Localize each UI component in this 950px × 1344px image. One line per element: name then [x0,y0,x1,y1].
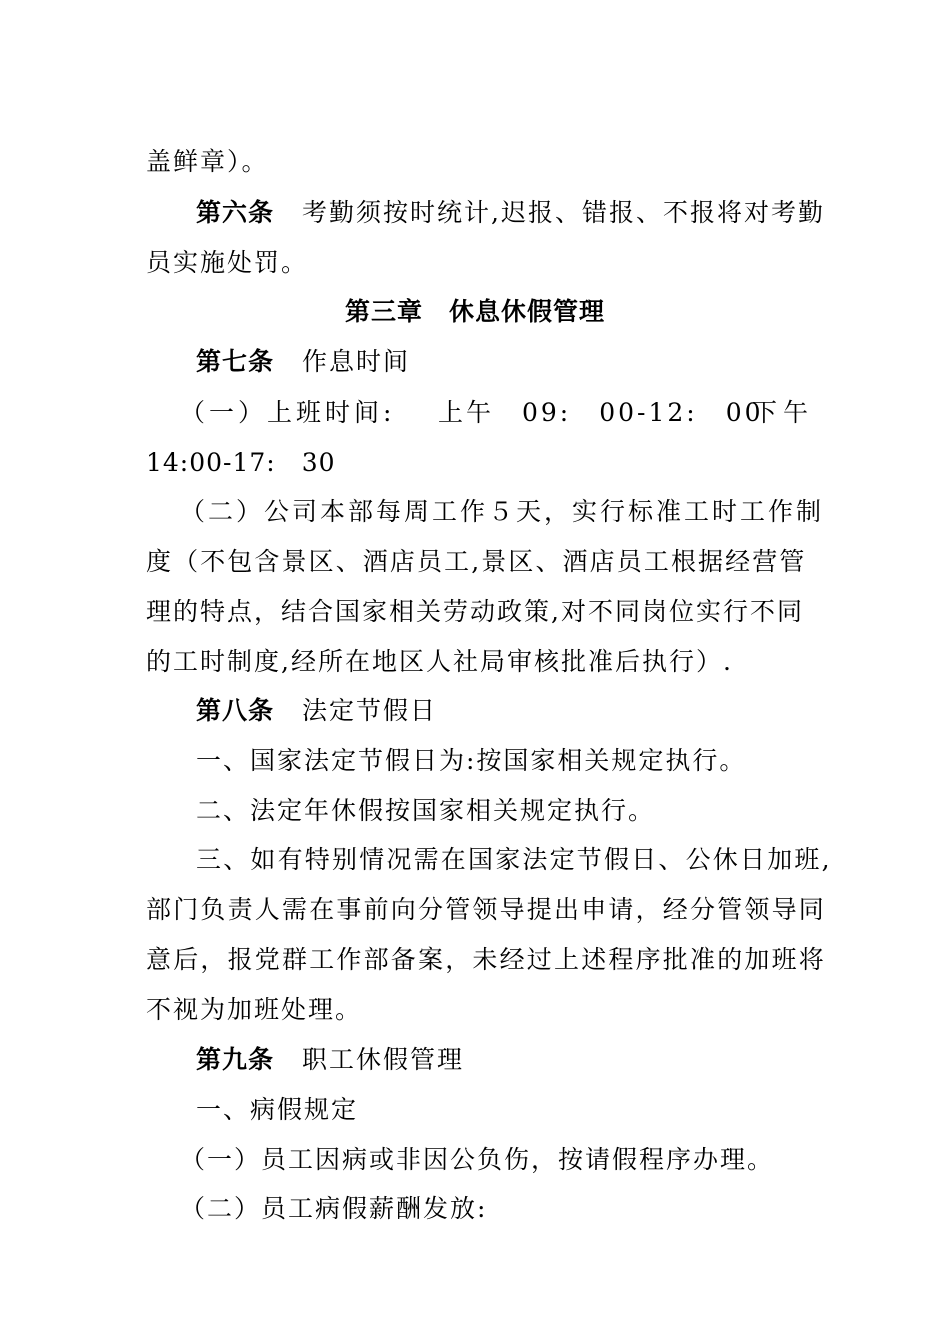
text-line: （二）公司本部每周工作５天，实行标准工时工作制 [180,497,825,526]
text-line: 盖鲜章）。 [146,147,269,176]
afternoon-label: 下午 [752,398,815,427]
article-label: 第七条 [196,347,275,376]
text-line [180,397,395,429]
text-line [438,397,764,429]
text-line: 一、国家法定节假日为:按国家相关规定执行。 [196,746,747,775]
text-line: 的工时制度,经所在地区人社局审核批准后执行）. [146,647,733,676]
text-line: （二）员工病假薪酬发放: [180,1194,488,1223]
article-text: 职工休假管理 [302,1045,465,1074]
article-8 [196,695,437,727]
text-line: 三、如有特别情况需在国家法定节假日、公休日加班, [196,845,832,874]
text-line: 二、法定年休假按国家相关规定执行。 [196,796,656,825]
article-text: 作息时间 [302,347,411,376]
article-label: 第九条 [196,1045,275,1074]
article-7 [196,346,410,378]
text-line: 员实施处罚。 [146,248,309,277]
text-line: 部门负责人需在事前向分管领导提出申请，经分管领导同 [146,895,827,924]
work-hours-label: （一）上班时间: [180,398,396,427]
afternoon-hours: 14:00-17: 30 [146,448,336,477]
article-text: 法定节假日 [302,696,438,725]
text-line: 度（不包含景区、酒店员工,景区、酒店员工根据经营管 [146,547,807,576]
article-label: 第八条 [196,696,275,725]
article-text: 考勤须按时统计,迟报、错报、不报将对考勤 [302,198,825,227]
article-6 [196,197,825,229]
article-label: 第六条 [196,198,275,227]
article-9 [196,1044,464,1076]
text-line: 意后，报党群工作部备案，未经过上述程序批准的加班将 [146,945,827,974]
text-line: （一）员工因病或非因公负伤，按请假程序办理。 [180,1145,775,1174]
text-line: 不视为加班处理。 [146,995,363,1024]
text-line: 一、病假规定 [196,1095,359,1124]
chapter-heading: 第三章 休息休假管理 [344,297,605,326]
text-line: 理的特点，结合国家相关劳动政策,对不同岗位实行不同 [146,597,804,626]
morning-hours: 上午 09: 00-12: 00 [438,398,764,427]
text-line [752,397,814,429]
